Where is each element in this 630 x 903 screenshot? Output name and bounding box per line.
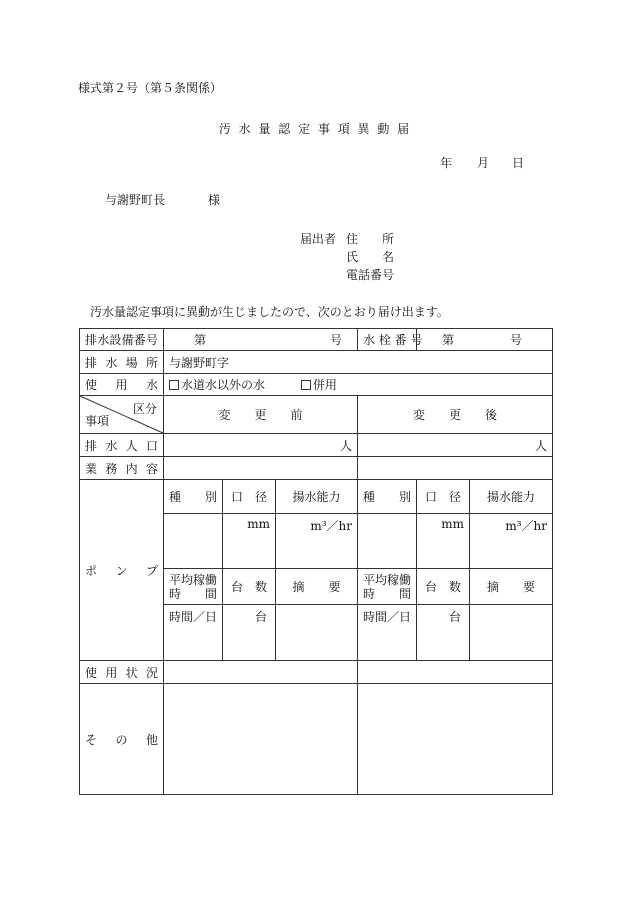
drain-location-field[interactable] xyxy=(164,351,553,374)
pump-capacity-before-header: 揚水能力 xyxy=(276,480,358,514)
row-header-before-after xyxy=(80,396,553,434)
avg-operation-before-header xyxy=(164,569,223,605)
hydrant-number-label: 水 栓 番 号 xyxy=(358,329,417,351)
facility-dai: 第 xyxy=(194,333,207,347)
applicant-name-label: 氏 名 xyxy=(346,250,395,264)
usage-status-after-field[interactable] xyxy=(358,661,553,684)
avg-operation-before-line1: 平均稼働 xyxy=(169,572,218,587)
pump-type-before-header: 種 別 xyxy=(164,480,223,514)
form-title: 汚 水 量 認 定 事 項 異 動 届 xyxy=(218,122,412,136)
row-other xyxy=(80,684,553,795)
unit-count-before-header: 台 数 xyxy=(223,569,276,605)
other-before-field[interactable] xyxy=(164,684,358,795)
pump-diameter-after-field[interactable] xyxy=(417,514,470,569)
pump-diameter-before-header: 口 径 xyxy=(223,480,276,514)
avg-operation-after-line1: 平均稼働 xyxy=(363,572,412,587)
avg-operation-after-line2: 時 間 xyxy=(363,586,412,601)
water-option-2-label: 併用 xyxy=(312,378,337,392)
date-day: 日 xyxy=(512,156,525,170)
usage-status-label: 使 用 状 況 xyxy=(80,661,164,684)
addressee xyxy=(105,193,221,207)
hydrant-go: 号 xyxy=(509,333,522,347)
after-change-header: 変 更 後 xyxy=(358,396,553,434)
remarks-after-header: 摘 要 xyxy=(470,569,553,605)
other-after-field[interactable] xyxy=(358,684,553,795)
unit-mm-after: mm xyxy=(441,517,464,531)
row-drain-population xyxy=(80,434,553,457)
pump-diameter-after-header: 口 径 xyxy=(417,480,470,514)
unit-count-before-field[interactable] xyxy=(223,605,276,661)
drain-population-label: 排 水 人 口 xyxy=(80,434,164,457)
diagonal-bottom-label: 事項 xyxy=(85,414,110,428)
population-after-unit: 人 xyxy=(534,438,547,453)
unit-count-after-header: 台 数 xyxy=(417,569,470,605)
pump-capacity-before-field[interactable] xyxy=(276,514,358,569)
unit-dai-after: 台 xyxy=(448,610,461,624)
water-option-2-checkbox[interactable] xyxy=(301,380,311,390)
avg-hours-after-field[interactable] xyxy=(358,605,417,661)
avg-hours-before-field[interactable] xyxy=(164,605,223,661)
row-facility-number xyxy=(80,329,553,351)
unit-hours-after: 時間／日 xyxy=(363,610,412,624)
intro-text: 汚水量認定事項に異動が生じましたので、次のとおり届け出ます。 xyxy=(90,305,449,319)
population-after-field[interactable] xyxy=(358,434,553,457)
date-year: 年 xyxy=(440,156,453,170)
usage-status-before-field[interactable] xyxy=(164,661,358,684)
date-month: 月 xyxy=(477,156,490,170)
water-use-label: 使 用 水 xyxy=(80,374,164,396)
diagonal-header-cell xyxy=(80,396,164,434)
applicant-address-label: 住 所 xyxy=(346,232,395,246)
unit-hours-before: 時間／日 xyxy=(169,610,218,624)
unit-m3hr-after: m³／hr xyxy=(505,519,547,533)
pump-label: ポ ン プ xyxy=(80,480,164,661)
drain-location-label: 排 水 場 所 xyxy=(80,351,164,374)
hydrant-number-field[interactable] xyxy=(417,329,553,351)
facility-number-label: 排水設備番号 xyxy=(80,329,164,351)
pump-capacity-after-header: 揚水能力 xyxy=(470,480,553,514)
row-water-use xyxy=(80,374,553,396)
notification-form-table xyxy=(79,328,553,795)
row-drain-location xyxy=(80,351,553,374)
applicant-label: 届出者 xyxy=(300,232,337,246)
business-label: 業 務 内 容 xyxy=(80,457,164,480)
population-before-field[interactable] xyxy=(164,434,358,457)
applicant-phone-label: 電話番号 xyxy=(346,268,395,282)
remarks-before-header: 摘 要 xyxy=(276,569,358,605)
remarks-before-field[interactable] xyxy=(276,605,358,661)
addressee-name: 与謝野町長 xyxy=(105,193,166,207)
avg-operation-after-header xyxy=(358,569,417,605)
unit-dai-before: 台 xyxy=(254,610,267,624)
water-option-1-label: 水道水以外の水 xyxy=(181,378,266,392)
avg-operation-before-line2: 時 間 xyxy=(169,586,218,601)
unit-mm-before: mm xyxy=(247,517,270,531)
pump-type-after-header: 種 別 xyxy=(358,480,417,514)
water-use-field xyxy=(164,374,553,396)
population-before-unit: 人 xyxy=(339,438,352,453)
facility-go: 号 xyxy=(329,333,342,347)
pump-diameter-before-field[interactable] xyxy=(223,514,276,569)
addressee-honorific: 様 xyxy=(208,193,221,207)
row-business xyxy=(80,457,553,480)
pump-type-after-field[interactable] xyxy=(358,514,417,569)
business-after-field[interactable] xyxy=(358,457,553,480)
before-change-header: 変 更 前 xyxy=(164,396,358,434)
row-usage-status xyxy=(80,661,553,684)
water-option-1-checkbox[interactable] xyxy=(169,380,179,390)
hydrant-dai: 第 xyxy=(442,333,455,347)
applicant-block xyxy=(300,232,440,282)
unit-count-after-field[interactable] xyxy=(417,605,470,661)
drain-location-value: 与謝野町字 xyxy=(169,355,230,370)
diagonal-top-label: 区分 xyxy=(132,402,157,416)
row-pump-header-1 xyxy=(80,480,553,514)
other-label: そ の 他 xyxy=(80,684,164,795)
business-before-field[interactable] xyxy=(164,457,358,480)
remarks-after-field[interactable] xyxy=(470,605,553,661)
facility-number-field[interactable] xyxy=(164,329,358,351)
pump-type-before-field[interactable] xyxy=(164,514,223,569)
form-code: 様式第２号（第５条関係） xyxy=(78,81,223,95)
unit-m3hr-before: m³／hr xyxy=(310,519,352,533)
pump-capacity-after-field[interactable] xyxy=(470,514,553,569)
